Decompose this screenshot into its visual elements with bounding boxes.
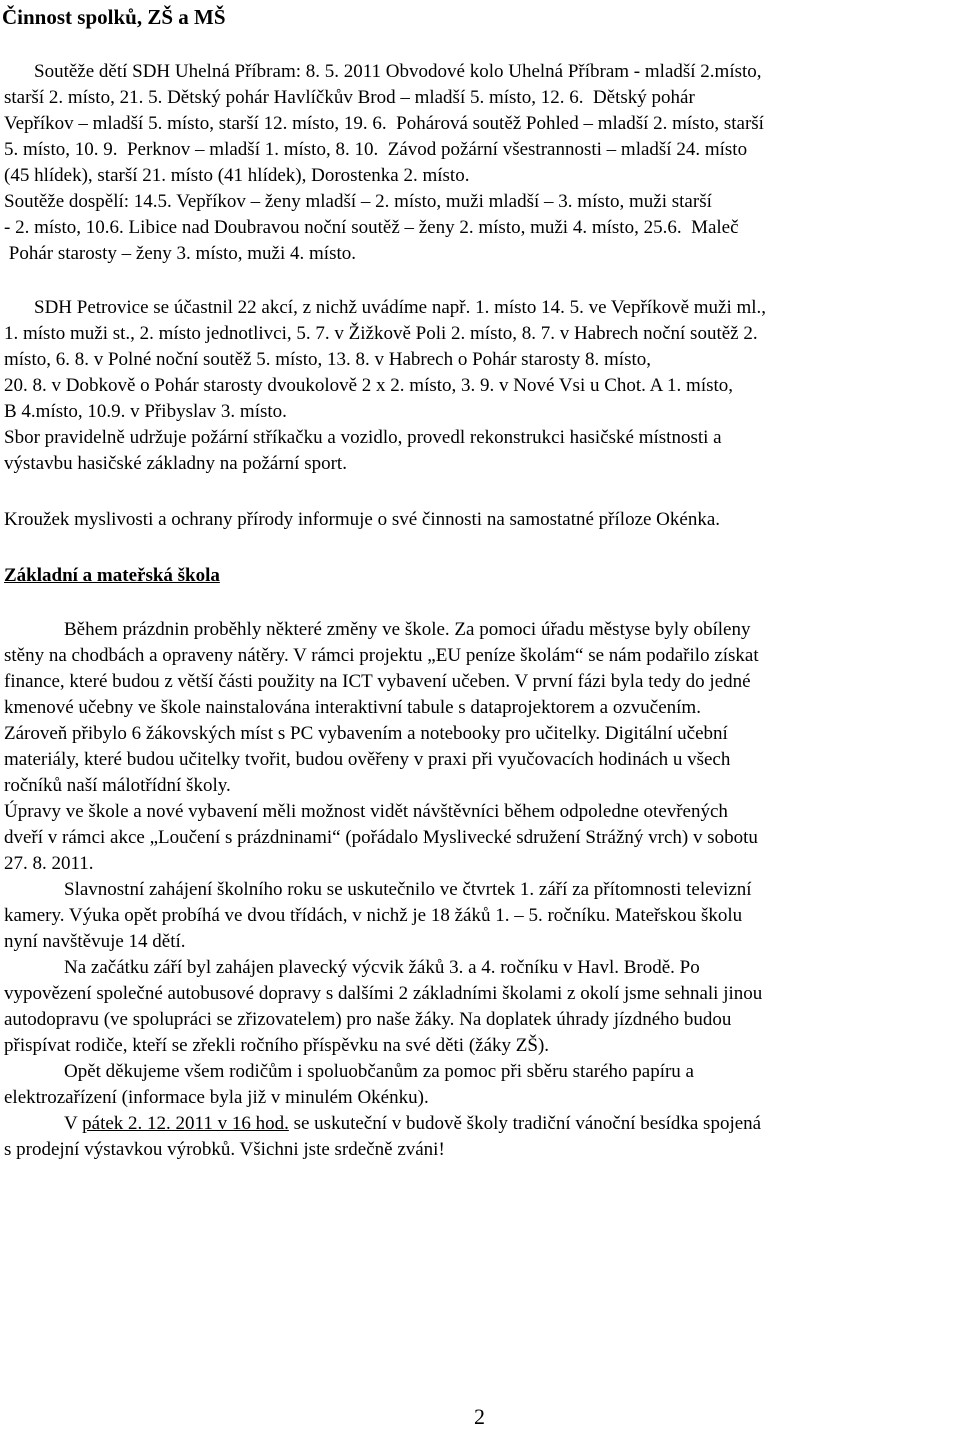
text-line: 27. 8. 2011. [4,853,94,874]
text-line: stěny na chodbách a opraveny nátěry. V rámci projektu „EU peníze školám“ se nám podařilo získat [4,645,759,666]
text-line: Vepříkov – mladší 5. místo, starší 12. místo, 19. 6. Pohárová soutěž Pohled – mladší 2. místo, starší [4,113,764,134]
text-line: Během prázdnin proběhly některé změny ve škole. Za pomoci úřadu městyse byly obíleny [64,619,751,640]
krouzek-paragraph: Kroužek myslivosti a ochrany přírody informuje o své činnosti na samostatné příloze Okénka. [4,509,721,530]
event-announcement [64,1112,761,1136]
text-line: vypovězení společné autobusové dopravy s dalšími 2 základními školami z okolí jsme sehnali jinou [4,983,763,1004]
text-line: Zároveň přibylo 6 žákovských míst s PC vybavením a notebooky pro učitelky. Digitální učební [4,723,728,744]
text-line: elektrozařízení (informace byla již v minulém Okénku). [4,1087,429,1108]
text-line: Slavnostní zahájení školního roku se uskutečnilo ve čtvrtek 1. září za přítomnosti televizní [64,879,752,900]
text-line: přispívat rodiče, kteří se zřekli ročního příspěvku na své děti (žáky ZŠ). [4,1035,550,1056]
text-line: Soutěže dětí SDH Uhelná Příbram: 8. 5. 2011 Obvodové kolo Uhelná Příbram - mladší 2.místo, [34,61,762,82]
text-line: Sbor pravidelně udržuje požární stříkačku a vozidlo, provedl rekonstrukci hasičské místnosti a [4,427,722,448]
text-line: místo, 6. 8. v Polné noční soutěž 5. místo, 13. 8. v Habrech o Pohár starosty 8. místo, [4,349,652,370]
text-line: - 2. místo, 10.6. Libice nad Doubravou noční soutěž – ženy 2. místo, muži 4. místo, 25.6. Maleč [4,217,739,238]
section-heading: Základní a mateřská škola [4,565,220,586]
text-line: Pohár starosty – ženy 3. místo, muži 4. místo. [4,243,357,264]
text-line: s prodejní výstavkou výrobků. Všichni jste srdečně zváni! [4,1139,445,1160]
text-line: výstavbu hasičské základny na požární sport. [4,453,347,474]
text-line: Úpravy ve škole a nové vybavení měli možnost vidět návštěvníci během odpoledne otevřených [4,801,728,822]
text-line: 20. 8. v Dobkově o Pohár starosty dvoukolově 2 x 2. místo, 3. 9. v Nové Vsi u Chot. A 1. místo, [4,375,734,396]
text-line: (45 hlídek), starší 21. místo (41 hlídek), Dorostenka 2. místo. [4,165,470,186]
text-line: Na začátku září byl zahájen plavecký výcvik žáků 3. a 4. ročníku v Havl. Brodě. Po [64,957,700,978]
text-line: materiály, které budou učitelky tvořit, budou ověřeny v praxi při vyučovacích hodinách u všech [4,749,731,770]
text-line: finance, které budou z větší části použity na ICT vybavení učeben. V první fázi byla tedy do jedné [4,671,751,692]
text-line: nyní navštěvuje 14 dětí. [4,931,186,952]
text-line: Opět děkujeme všem rodičům i spoluobčanům za pomoc při sběru starého papíru a [64,1061,694,1082]
page-heading: Činnost spolků, ZŠ a MŠ [2,5,226,29]
text-line: ročníků naší málotřídní školy. [4,775,231,796]
text-line: Soutěže dospělí: 14.5. Vepříkov – ženy mladší – 2. místo, muži mladší – 3. místo, muži starší [4,191,712,212]
announcement-prefix: V [64,1113,83,1134]
text-line: 1. místo muži st., 2. místo jednotlivci, 5. 7. v Žižkově Poli 2. místo, 8. 7. v Habrech noční soutěž 2. [4,323,758,344]
text-line: dveří v rámci akce „Loučení s prázdninami“ (pořádalo Myslivecké sdružení Strážný vrch) v sobotu [4,827,758,848]
text-line: kmenové učebny ve škole nainstalována interaktivní tabule s dataprojektorem a ozvučením. [4,697,701,718]
announcement-suffix: se uskuteční v budově školy tradiční vánoční besídka spojená [288,1113,762,1134]
page-number: 2 [474,1404,485,1429]
text-line: autodopravu (ve spolupráci se zřizovatelem) pro naše žáky. Na doplatek úhrady jízdného budou [4,1009,732,1030]
text-line: SDH Petrovice se účastnil 22 akcí, z nichž uvádíme např. 1. místo 14. 5. ve Vepříkově muži ml., [34,297,767,318]
text-line: 5. místo, 10. 9. Perknov – mladší 1. místo, 8. 10. Závod požární všestrannosti – mladší 24. místo [4,139,748,160]
event-date: pátek 2. 12. 2011 v 16 hod. [82,1113,289,1134]
text-line: B 4.místo, 10.9. v Přibyslav 3. místo. [4,401,287,422]
text-line: kamery. Výuka opět probíhá ve dvou třídách, v nichž je 18 žáků 1. – 5. ročníku. Mateřskou školu [4,905,743,926]
text-line: starší 2. místo, 21. 5. Dětský pohár Havlíčkův Brod – mladší 5. místo, 12. 6. Dětský pohár [4,87,695,108]
